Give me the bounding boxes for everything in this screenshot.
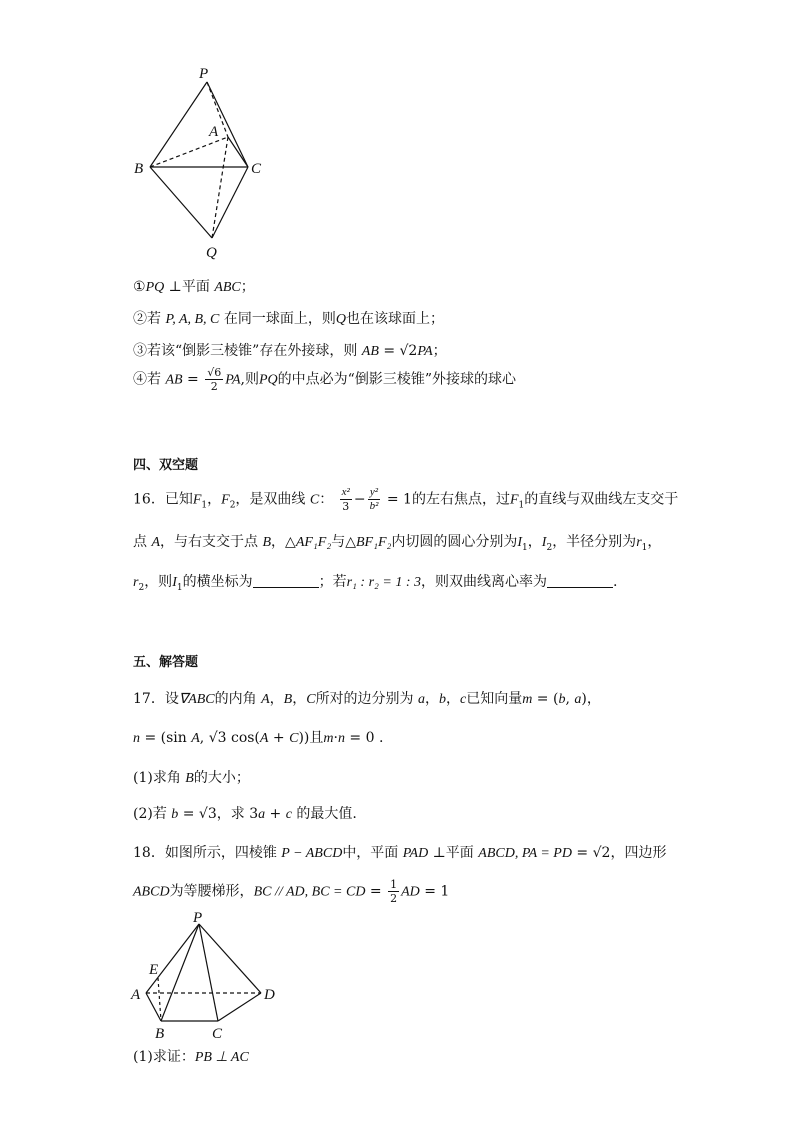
figure-double-pyramid [120, 60, 280, 265]
section-title-5: 五、解答题 [133, 655, 199, 670]
q16-line-2: 点 A，与右支交于点 B，△AF₁F₂与△BF₁F₂内切圆的圆心分别为$I_1$，$I_2$，半径分别为$r_1$， [133, 534, 662, 553]
edge-AB-dashed [150, 137, 228, 167]
q17-line-2: n = (sin A, √3 cos(A + C))且m·n = 0 . [133, 730, 384, 746]
fraction-one-half: $\frac{1}{2}$ [390, 878, 398, 905]
label-E: E [149, 962, 159, 978]
edge-PB [150, 82, 207, 167]
q17-part-1: (1)求角 B的大小； [133, 770, 250, 786]
label-A: A [131, 987, 141, 1003]
q16-line-3: $r_2$，则$I_1$的横坐标为 ；若r₁ : r₂ = 1 : 3，则双曲线离心率为 . [133, 574, 618, 593]
edge-PC [199, 924, 218, 1021]
q16-line-1: 16．已知$F_1$，$F_2$，是双曲线 C： $\frac{\text{x²}}{3}$ − $\frac{\text{y²}}{\text{b²}}$ = 1的左右焦点，过$F_1$的直线与双曲线左支交于 [133, 486, 679, 513]
label-Q: Q [206, 245, 217, 261]
q18-line-2: ABCD为等腰梯形，BC // AD, BC = CD = $\frac{1}{2}$ AD = 1 [133, 878, 450, 905]
edge-QB [150, 167, 212, 238]
edge-PB [161, 924, 199, 1021]
label-B: B [155, 1026, 165, 1042]
answer-blank-1[interactable] [253, 573, 319, 588]
q17-part-2: (2)若 b = √3，求 3a + c 的最大值. [133, 806, 357, 822]
edge-PD [199, 924, 261, 993]
section-title-4: 四、双空题 [133, 458, 199, 473]
label-C: C [251, 161, 262, 177]
label-D: D [264, 987, 275, 1003]
fraction-y2-over-b2: $\frac{\text{y²}}{\text{b²}}$ [369, 486, 379, 512]
label-C: C [212, 1026, 223, 1042]
q17-line-1: 17．设∇ABC的内角 A，B，C所对的边分别为 a，b，c已知向量m = (b, a)， [133, 691, 601, 707]
edge-AC [228, 137, 248, 167]
edge-PA [146, 924, 199, 993]
option-3: ③若该“倒影三棱锥”存在外接球，则 AB = √2PA； [133, 343, 447, 359]
label-P: P [193, 910, 203, 926]
fraction-sqrt6-over-2: $\frac{√6}{2}$ [207, 366, 222, 393]
option-1: ①PQ ⊥平面 ABC； [133, 279, 255, 295]
answer-blank-2[interactable] [547, 573, 613, 588]
option-2: ②若 P, A, B, C 在同一球面上，则Q也在该球面上； [133, 311, 444, 327]
q18-line-1: 18．如图所示，四棱锥 P − ABCD中，平面 PAD ⊥平面 ABCD, PA = PD = √2，四边形 [133, 845, 667, 861]
label-B: B [134, 161, 144, 177]
edge-CD [218, 993, 261, 1021]
figure-pyramid [128, 908, 278, 1043]
fraction-x2-over-3: $\frac{\text{x²}}{3}$ [341, 486, 350, 513]
label-A: A [209, 124, 219, 140]
option-4: ④若 AB = $\frac{√6}{2}$ PA,则PQ的中点必为“倒影三棱锥”外接球的球心 [133, 366, 516, 393]
edge-EB-dashed [158, 978, 161, 1021]
q18-part-1: (1)求证：PB ⊥ AC [133, 1049, 249, 1065]
label-P: P [199, 66, 209, 82]
